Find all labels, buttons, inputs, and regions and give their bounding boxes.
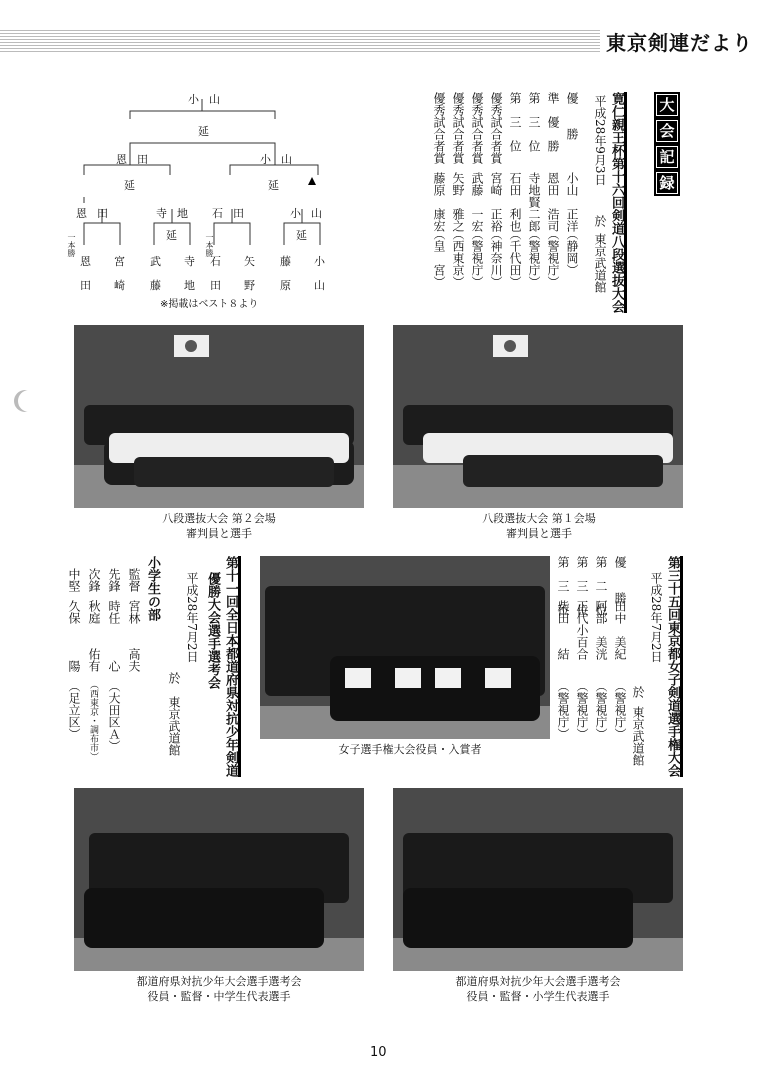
event1-result-pref: （千代田） bbox=[508, 228, 522, 288]
bracket-r16-top: 藤 bbox=[280, 255, 291, 268]
bracket-ext-q2: 延 bbox=[166, 229, 177, 242]
caption-photo5 bbox=[433, 975, 643, 1005]
bracket-r16-bottom: 原 bbox=[280, 279, 291, 292]
bracket-r16-top: 寺 bbox=[184, 255, 195, 268]
photo-youth-jh-art bbox=[74, 788, 364, 971]
caption-photo2 bbox=[464, 512, 614, 542]
event1-result-name: 宮崎 正裕 bbox=[489, 172, 503, 232]
event3-result-name: 秋庭 佑有 bbox=[87, 600, 101, 672]
bracket-r16-bottom: 田 bbox=[80, 279, 91, 292]
event3-result-name: 宮林 高夫 bbox=[127, 600, 141, 672]
event1-result-rank: 優秀試合者賞 bbox=[451, 92, 465, 164]
event3-venue: 東京武道館 bbox=[167, 696, 181, 756]
event2-result-name: 阿部 美洸 bbox=[594, 600, 608, 660]
bracket-r16-top: 恩 bbox=[80, 255, 91, 268]
event3-title: 第十一回全日本都道府県対抗少年剣道 bbox=[224, 556, 241, 777]
photo-youth-el-art bbox=[393, 788, 683, 971]
event1-result-pref: （警視庁） bbox=[546, 228, 560, 288]
bracket-r16-top: 石 bbox=[210, 255, 221, 268]
event2-title: 第三十五回東京都女子剣道選手権大会 bbox=[666, 556, 683, 777]
event3-result-name: 久保 陽 bbox=[67, 600, 81, 672]
photo-youth-junior-high bbox=[74, 788, 364, 971]
bracket-champion: 小山 bbox=[188, 93, 230, 106]
bracket-r16-top: 武 bbox=[150, 255, 161, 268]
event2-result-rank: 第 三 位 bbox=[556, 556, 570, 616]
event1-result-name: 寺地賢二郎 bbox=[527, 172, 541, 232]
event2-venue-label: 於 bbox=[631, 686, 645, 698]
caption-photo2-line2: 審判員と選手 bbox=[506, 526, 572, 540]
photo-8dan-venue1-art bbox=[393, 325, 683, 508]
event3-result-pref: （西東京・調布市） bbox=[88, 680, 98, 761]
event2-result-name: 正代小百合 bbox=[575, 600, 589, 660]
header-band bbox=[0, 30, 600, 52]
event1-result-rank: 準 優 勝 bbox=[546, 92, 560, 152]
bracket-note-left: 一本勝 bbox=[67, 233, 76, 257]
section-tag-1: 大 bbox=[654, 92, 680, 118]
event1-title: 寛仁親王杯第十六回剣道八段選抜大会 bbox=[610, 92, 627, 313]
event2-result-pref: （警視庁） bbox=[613, 680, 627, 740]
bracket-ext-semi-left: 延 bbox=[124, 179, 135, 192]
event2-result-pref: （警視庁） bbox=[556, 680, 570, 740]
caption-photo5-line2: 役員・監督・小学生代表選手 bbox=[466, 989, 610, 1003]
event2-result-name: 田中 美紀 bbox=[613, 600, 627, 660]
binder-hole-decoration bbox=[18, 390, 40, 412]
event2-result-rank: 第 三 位 bbox=[575, 556, 589, 616]
event1-result-name: 小山 正洋 bbox=[565, 172, 579, 232]
caption-photo4-line2: 役員・監督・中学生代表選手 bbox=[147, 989, 291, 1003]
event3-title2: 優勝大会選手選考会 bbox=[205, 572, 220, 689]
bracket-lines bbox=[70, 85, 340, 305]
event1-result-name: 武藤 一宏 bbox=[470, 172, 484, 232]
bracket-r16-bottom: 崎 bbox=[114, 279, 125, 292]
bracket-r16-bottom: 地 bbox=[184, 279, 195, 292]
bracket-r16-bottom: 藤 bbox=[150, 279, 161, 292]
bracket-r16-bottom: 野 bbox=[244, 279, 255, 292]
event1-result-rank: 優秀試合者賞 bbox=[470, 92, 484, 164]
tournament-bracket bbox=[67, 85, 340, 305]
photo-8dan-venue2-art bbox=[74, 325, 364, 508]
event1-result-rank: 優秀試合者賞 bbox=[489, 92, 503, 164]
event1-venue: 東京武道館 bbox=[593, 233, 607, 293]
event3-result-pref: （足立区） bbox=[67, 680, 81, 740]
bracket-ext-q4: 延 bbox=[296, 229, 307, 242]
section-tag-4: 録 bbox=[654, 170, 680, 196]
bracket-r16-top: 小 bbox=[314, 255, 325, 268]
event1-result-name: 矢野 雅之 bbox=[451, 172, 465, 232]
bracket-semi-right: 小山 bbox=[260, 153, 302, 166]
event1-result-name: 石田 利也 bbox=[508, 172, 522, 232]
bracket-ext-semi-right: 延 bbox=[268, 179, 279, 192]
photo-women-championship bbox=[260, 556, 550, 739]
event2-result-rank: 第 二 位 bbox=[594, 556, 608, 616]
event3-division: 小学生の部 bbox=[145, 556, 160, 621]
event1-result-pref: （西東京） bbox=[451, 228, 465, 288]
event1-result-rank: 第 三 位 bbox=[508, 92, 522, 152]
event1-result-pref: （警視庁） bbox=[527, 228, 541, 288]
event1-result-pref: （静岡） bbox=[565, 228, 579, 276]
event2-result-pref: （警視庁） bbox=[594, 680, 608, 740]
caption-photo1-line2: 審判員と選手 bbox=[186, 526, 252, 540]
caption-photo3-line1: 女子選手権大会役員・入賞者 bbox=[338, 743, 482, 756]
event3-result-rank: 中堅 bbox=[67, 568, 81, 592]
event1-result-pref: （皇 宮） bbox=[432, 228, 446, 288]
bracket-quarter-4: 小山 bbox=[290, 207, 332, 220]
bracket-r16-bottom: 田 bbox=[210, 279, 221, 292]
caption-photo4-line1: 都道府県対抗少年大会選手選考会 bbox=[136, 975, 302, 988]
section-tag-2: 会 bbox=[654, 118, 680, 144]
event2-result-pref: （警視庁） bbox=[575, 680, 589, 740]
photo-8dan-venue1 bbox=[393, 325, 683, 508]
header-title: 東京剣連だより bbox=[606, 31, 753, 55]
event1-venue-label: 於 bbox=[593, 215, 607, 227]
event2-result-rank: 優 勝 bbox=[613, 556, 627, 604]
event3-result-rank: 監督 bbox=[127, 568, 141, 592]
event3-venue-label: 於 bbox=[167, 672, 181, 684]
section-tag-3: 記 bbox=[654, 144, 680, 170]
bracket-r16-bottom: 山 bbox=[314, 279, 325, 292]
event1-result-pref: （神奈川） bbox=[489, 228, 503, 288]
photo-youth-elementary bbox=[393, 788, 683, 971]
event1-result-rank: 第 三 位 bbox=[527, 92, 541, 152]
bracket-footnote: ※掲載はベスト８より bbox=[160, 299, 259, 310]
page-number: 10 bbox=[370, 1045, 387, 1060]
bracket-quarter-3: 石田 bbox=[212, 207, 254, 220]
caption-photo1 bbox=[144, 512, 294, 542]
bracket-quarter-1: 恩田 bbox=[76, 207, 118, 220]
caption-photo3 bbox=[330, 743, 490, 758]
event1-result-rank: 優秀試合者賞 bbox=[432, 92, 446, 164]
caption-photo5-line1: 都道府県対抗少年大会選手選考会 bbox=[455, 975, 621, 988]
bracket-ext-final: 延 bbox=[198, 125, 209, 138]
event1-date: 平成28年9月3日 bbox=[593, 95, 607, 186]
event2-date: 平成28年7月2日 bbox=[649, 572, 663, 663]
photo-8dan-venue2 bbox=[74, 325, 364, 508]
event3-result-name: 時任 心 bbox=[107, 600, 121, 672]
event3-result-pref: （大田区Ａ） bbox=[107, 680, 121, 752]
bracket-note-right: 一本勝 bbox=[205, 233, 214, 257]
caption-photo2-line1: 八段選抜大会 第１会場 bbox=[482, 512, 596, 525]
event1-result-pref: （警視庁） bbox=[470, 228, 484, 288]
event1-result-name: 恩田 浩司 bbox=[546, 172, 560, 232]
bracket-r16-top: 矢 bbox=[244, 255, 255, 268]
bracket-semi-left: 恩田 bbox=[116, 153, 158, 166]
event2-venue: 東京武道館 bbox=[631, 706, 645, 766]
event1-result-rank: 優 勝 bbox=[565, 92, 579, 140]
photo-women-art bbox=[260, 556, 550, 739]
event3-result-rank: 先鋒 bbox=[107, 568, 121, 592]
bracket-r16-top: 宮 bbox=[114, 255, 125, 268]
event3-result-rank: 次鋒 bbox=[87, 568, 101, 592]
bracket-quarter-2: 寺地 bbox=[156, 207, 198, 220]
caption-photo4 bbox=[114, 975, 324, 1005]
caption-photo1-line1: 八段選抜大会 第２会場 bbox=[162, 512, 276, 525]
event2-result-name: 柴田 結 bbox=[556, 600, 570, 660]
event1-result-name: 藤原 康宏 bbox=[432, 172, 446, 232]
event3-date: 平成28年7月2日 bbox=[185, 572, 199, 663]
